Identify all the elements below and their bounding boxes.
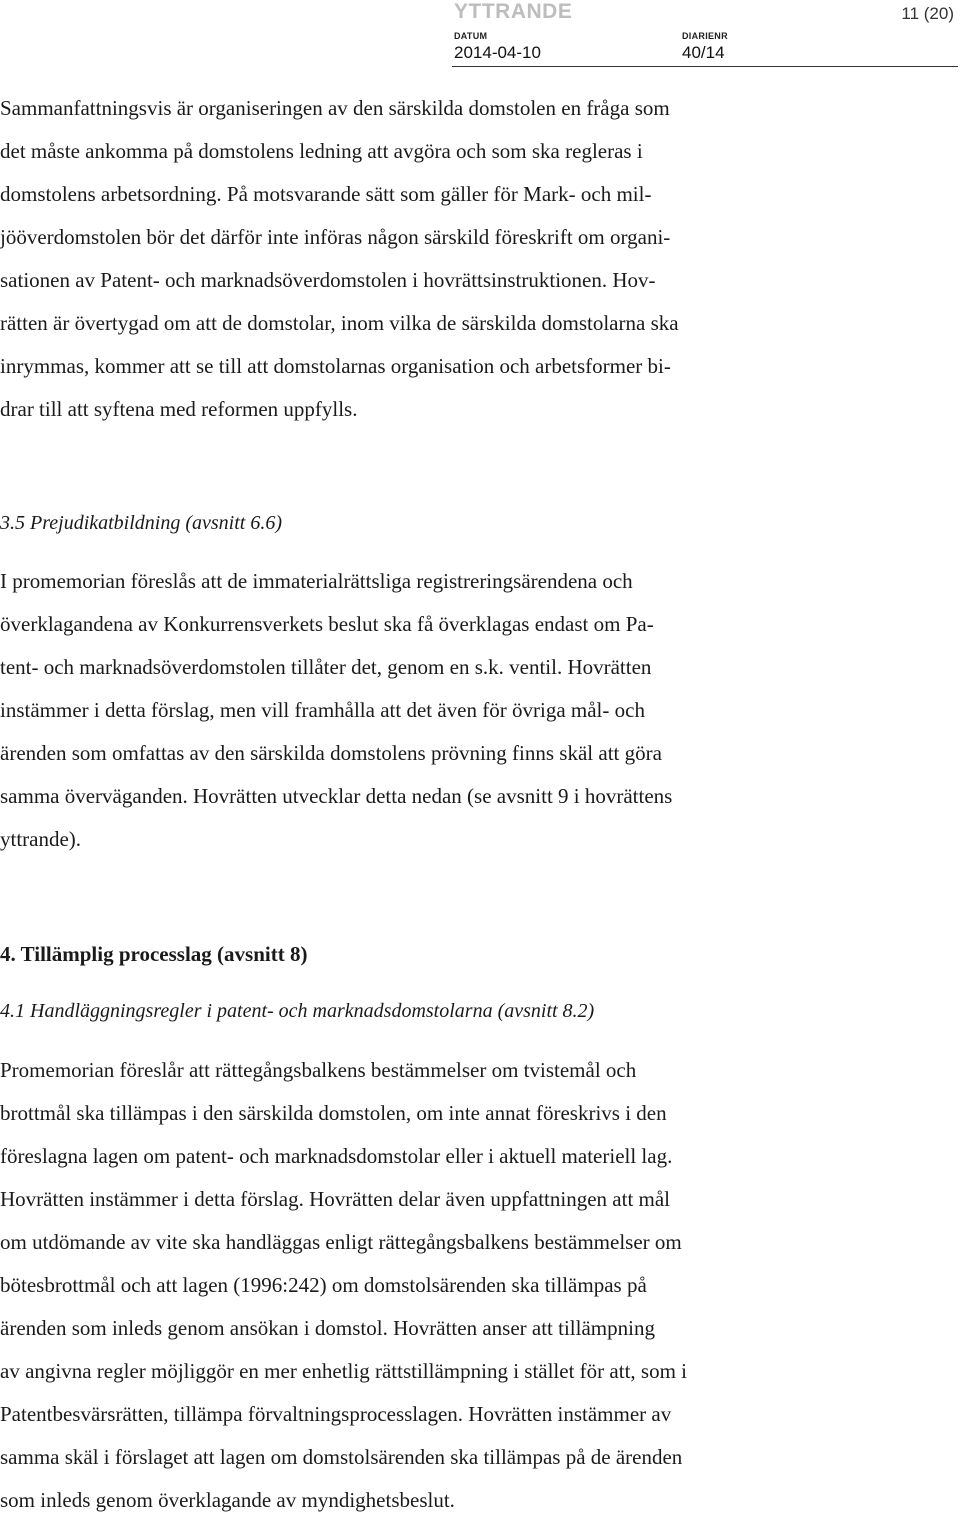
paragraph-prejudikat [0, 560, 800, 861]
text-line: om utdömande av vite ska handläggas enligt rättegångsbalkens bestämmelser om [0, 1230, 682, 1254]
text-line: som inleds genom överklagande av myndighetsbeslut. [0, 1488, 455, 1512]
text-line: instämmer i detta förslag, men vill framhålla att det även för övriga mål- och [0, 698, 645, 722]
paragraph-handlaggning [0, 1049, 800, 1522]
text-line: bötesbrottmål och att lagen (1996:242) om domstolsärenden ska tillämpas på [0, 1273, 647, 1297]
text-line: domstolens arbetsordning. På motsvarande sätt som gäller för Mark- och mil- [0, 182, 652, 206]
section-heading-3-5: 3.5 Prejudikatbildning (avsnitt 6.6) [0, 512, 283, 534]
text-line: brottmål ska tillämpas i den särskilda domstolen, om inte annat föreskrivs i den [0, 1101, 667, 1125]
document-type-title: YTTRANDE [454, 0, 573, 23]
diarienr-label: DIARIENR [682, 31, 728, 41]
page-number: 11 (20) [901, 4, 954, 23]
text-line: ärenden som omfattas av den särskilda domstolens prövning finns skäl att göra [0, 741, 662, 765]
text-line: Sammanfattningsvis är organiseringen av den särskilda domstolen en fråga som [0, 96, 670, 120]
text-line: rätten är övertygad om att de domstolar, inom vilka de särskilda domstolarna ska [0, 311, 679, 335]
datum-value: 2014-04-10 [454, 43, 541, 62]
text-line: föreslagna lagen om patent- och marknadsdomstolar eller i aktuell materiell lag. [0, 1144, 673, 1168]
section-heading-4-1: 4.1 Handläggningsregler i patent- och marknadsdomstolarna (avsnitt 8.2) [0, 1000, 595, 1022]
text-line: Promemorian föreslår att rättegångsbalkens bestämmelser om tvistemål och [0, 1058, 637, 1082]
text-line: av angivna regler möjliggör en mer enhetlig rättstillämpning i stället för att, som i [0, 1359, 687, 1383]
text-line: sationen av Patent- och marknadsöverdomstolen i hovrättsinstruktionen. Hov- [0, 268, 656, 292]
text-line: samma överväganden. Hovrätten utvecklar detta nedan (se avsnitt 9 i hovrättens [0, 784, 673, 808]
text-line: drar till att syftena med reformen uppfylls. [0, 397, 358, 421]
text-line: samma skäl i förslaget att lagen om domstolsärenden ska tillämpas på de ärenden [0, 1445, 683, 1469]
text-line: Hovrätten instämmer i detta förslag. Hovrätten delar även uppfattningen att mål [0, 1187, 671, 1211]
text-line: yttrande). [0, 827, 82, 851]
datum-label: DATUM [454, 31, 488, 41]
text-line: inrymmas, kommer att se till att domstolarnas organisation och arbetsformer bi- [0, 354, 671, 378]
text-line: tent- och marknadsöverdomstolen tillåter det, genom en s.k. ventil. Hovrätten [0, 655, 652, 679]
paragraph-summary [0, 87, 800, 431]
text-line: jööverdomstolen bör det därför inte införas någon särskild föreskrift om organi- [0, 225, 671, 249]
diarienr-value: 40/14 [682, 43, 725, 62]
text-line: ärenden som inleds genom ansökan i domstol. Hovrätten anser att tillämpning [0, 1316, 655, 1340]
text-line: det måste ankomma på domstolens ledning att avgöra och som ska regleras i [0, 139, 643, 163]
text-line: Patentbesvärsrätten, tillämpa förvaltningsprocesslagen. Hovrätten instämmer av [0, 1402, 672, 1426]
text-line: överklagandena av Konkurrensverkets beslut ska få överklagas endast om Pa- [0, 612, 654, 636]
text-line: I promemorian föreslås att de immaterialrättsliga registreringsärendena och [0, 569, 633, 593]
section-heading-4: 4. Tillämplig processlag (avsnitt 8) [0, 942, 308, 966]
header-rule [452, 66, 958, 67]
